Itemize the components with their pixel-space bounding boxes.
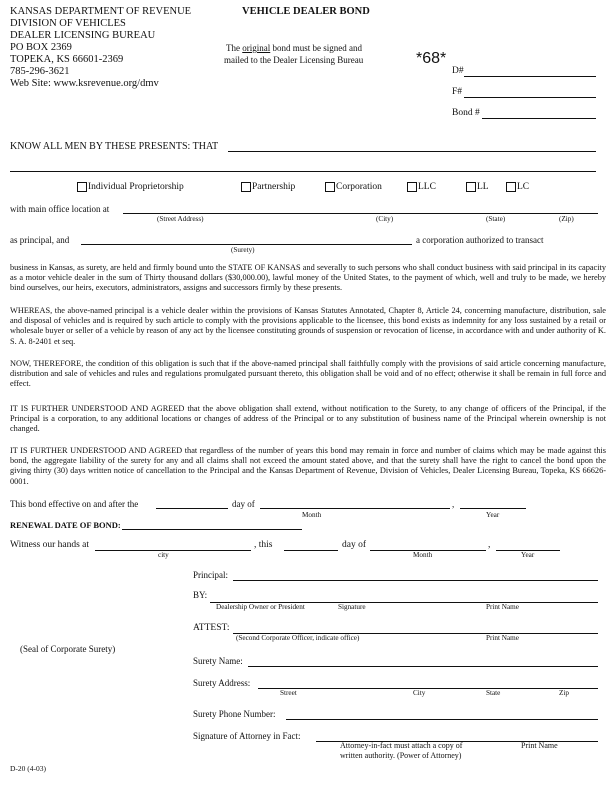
witness-month-caption: Month <box>413 551 433 559</box>
address-zip-caption: Zip <box>559 689 569 697</box>
d-number-label: D# <box>452 66 464 76</box>
attest-label: ATTEST: <box>193 623 230 633</box>
effective-month-caption: Month <box>302 511 322 519</box>
surety-company-field[interactable] <box>81 235 412 245</box>
principal-signature-field[interactable] <box>233 571 598 581</box>
by-print-name-caption: Print Name <box>486 603 519 611</box>
effective-day-field[interactable] <box>156 499 228 509</box>
street-address-caption: (Street Address) <box>157 215 204 223</box>
page-title: VEHICLE DEALER BOND <box>242 6 370 17</box>
bond-number-field[interactable] <box>482 109 596 119</box>
d-number-field[interactable] <box>464 67 596 77</box>
surety-address-label: Surety Address: <box>193 678 251 688</box>
agency-division: DIVISION OF VEHICLES <box>10 18 126 29</box>
witness-city-field[interactable] <box>95 541 251 551</box>
by-signature-caption: Signature <box>338 603 366 611</box>
bond-number-label: Bond # <box>452 108 480 118</box>
as-principal-label: as principal, and <box>10 235 70 245</box>
f-number-field[interactable] <box>464 88 596 98</box>
effective-month-field[interactable] <box>260 499 450 509</box>
renewal-date-field[interactable] <box>122 520 302 530</box>
label-ll: LL <box>477 182 489 192</box>
witness-year-field[interactable] <box>496 541 560 551</box>
checkbox-individual-proprietorship[interactable] <box>77 182 87 192</box>
zip-caption: (Zip) <box>559 215 574 223</box>
effective-date-label: This bond effective on and after the <box>10 499 139 509</box>
bond-paragraph-whereas: WHEREAS, the above-named principal is a vehicle dealer within the provisions of Kansas Statutes Annotated, Chapter 8, Article 24, concerning manufacture, distribution, sale and disposal of vehicles and is required by such article to comply with the provisions applicable to the licensee, this bond exists as indemnity for any loss sustained by a retail or wholesale buyer or seller of a vehicle by reason of any act by the licensee constituting grounds of suspension or revocation of license, in accordance with and under authority of K. S. A. 8-2401 et seq. <box>10 306 606 346</box>
notice-line-2: mailed to the Dealer Licensing Bureau <box>224 55 364 65</box>
notice-pre: The <box>226 43 243 53</box>
office-location-label: with main office location at <box>10 204 110 214</box>
label-corporation: Corporation <box>336 182 382 192</box>
bond-paragraph-further-1: IT IS FURTHER UNDERSTOOD AND AGREED that the above obligation shall extend, without notification to the Surety, to any change of officers of the Principal, if the Principal is a corporation, to any additional locations or changes of address of the Principal or to any substitution of business name of the Principal wherein ownership is not changed. <box>10 404 606 434</box>
city-caption: (City) <box>376 215 394 223</box>
agency-bureau: DEALER LICENSING BUREAU <box>10 30 156 41</box>
principal-name-field[interactable] <box>228 142 596 152</box>
address-state-caption: State <box>486 689 501 697</box>
f-number-label: F# <box>452 87 463 97</box>
by-signature-field[interactable] <box>210 593 598 603</box>
attest-signature-field[interactable] <box>233 624 598 634</box>
owner-president-caption: Dealership Owner or President <box>216 603 305 611</box>
surety-phone-field[interactable] <box>286 710 598 720</box>
witness-day-of-label: day of <box>342 540 367 550</box>
effective-comma: , <box>452 499 455 509</box>
witness-city-caption: city <box>158 551 169 559</box>
attorney-print-name-caption: Print Name <box>521 741 558 750</box>
renewal-date-label: RENEWAL DATE OF BOND: <box>10 520 121 530</box>
notice-post: bond must be signed and <box>270 43 362 53</box>
form-code: *68* <box>416 50 447 67</box>
effective-day-of-label: day of <box>232 499 255 509</box>
know-all-heading: KNOW ALL MEN BY THESE PRESENTS: THAT <box>10 141 219 152</box>
agency-name: KANSAS DEPARTMENT OF REVENUE <box>10 6 192 17</box>
agency-city: TOPEKA, KS 66601-2369 <box>10 54 124 65</box>
checkbox-corporation[interactable] <box>325 182 335 192</box>
agency-phone: 785-296-3621 <box>10 66 70 77</box>
checkbox-partnership[interactable] <box>241 182 251 192</box>
effective-year-caption: Year <box>486 511 500 519</box>
corporation-authorized-label: a corporation authorized to transact <box>416 235 544 245</box>
attorney-signature-label: Signature of Attorney in Fact: <box>193 731 301 741</box>
bond-paragraph-now-therefore: NOW, THEREFORE, the condition of this obligation is such that if the above-named principal shall faithfully comply with the provisions of said article concerning manufacture, distribution and sale of vehicles and rules and regulations promulgated pursuant thereto, this obligation shall be void and of no effect; otherwise it shall be remain in full force and effect. <box>10 359 606 389</box>
notice-emphasis: original <box>242 43 271 53</box>
agency-website: Web Site: www.ksrevenue.org/dmv <box>10 78 159 89</box>
checkbox-llc[interactable] <box>407 182 417 192</box>
attest-print-name-caption: Print Name <box>486 634 519 642</box>
surety-caption: (Surety) <box>231 246 255 254</box>
label-lc: LC <box>517 182 530 192</box>
form-id: D-20 (4-03) <box>10 764 47 773</box>
label-llc: LLC <box>418 182 436 192</box>
bond-paragraph-further-2: IT IS FURTHER UNDERSTOOD AND AGREED that regardless of the number of years this bond may remain in force and number of claims which may be made against this bond, the aggregate liability of the surety for any and all claims shall not exceed the amount stated above, and that the surety shall have the right to cancel the bond upon the giving thirty (30) days written notice of cancellation to the Principal and the Kansas Department of Revenue, Division of Vehicles, Dealer Licensing Bureau, Topeka, KS 66626-0001. <box>10 446 606 486</box>
surety-address-field[interactable] <box>258 679 598 689</box>
surety-phone-label: Surety Phone Number: <box>193 709 276 719</box>
witness-day-field[interactable] <box>284 541 338 551</box>
effective-year-field[interactable] <box>460 499 526 509</box>
witness-year-caption: Year <box>521 551 535 559</box>
witness-this-label: , this <box>254 540 273 550</box>
state-caption: (State) <box>486 215 506 223</box>
by-label: BY: <box>193 590 208 600</box>
agency-po-box: PO BOX 2369 <box>10 42 72 53</box>
corporate-seal-label: (Seal of Corporate Surety) <box>20 644 116 654</box>
attorney-note-line-1: Attorney-in-fact must attach a copy of <box>340 741 463 750</box>
label-individual-proprietorship: Individual Proprietorship <box>88 182 184 192</box>
checkbox-ll[interactable] <box>466 182 476 192</box>
original-notice <box>226 43 362 54</box>
principal-name-field-2[interactable] <box>10 162 596 172</box>
address-city-caption: City <box>413 689 426 697</box>
address-street-caption: Street <box>280 689 297 697</box>
attorney-note-line-2: written authority. (Power of Attorney) <box>340 751 462 760</box>
office-location-field[interactable] <box>123 204 598 214</box>
witness-month-field[interactable] <box>370 541 486 551</box>
surety-name-field[interactable] <box>248 657 598 667</box>
witness-comma: , <box>488 540 491 550</box>
label-partnership: Partnership <box>252 182 296 192</box>
principal-signature-label: Principal: <box>193 570 228 580</box>
witness-label: Witness our hands at <box>10 540 90 550</box>
attest-officer-caption: (Second Corporate Officer, indicate office) <box>236 634 360 642</box>
surety-name-label: Surety Name: <box>193 656 243 666</box>
bond-paragraph-1: business in Kansas, as surety, are held and firmly bound unto the STATE OF KANSAS and severally to such persons who shall conduct business with said principal in its capacity as a motor vehicle dealer in the sum of Thirty thousand dollars ($30,000.00), lawful money of the United States, to the payment of which, well and truly to be made, we hereby bind ourselves, our heirs, executors, administrators, assigns and successors firmly by these presents. <box>10 263 606 293</box>
checkbox-lc[interactable] <box>506 182 516 192</box>
